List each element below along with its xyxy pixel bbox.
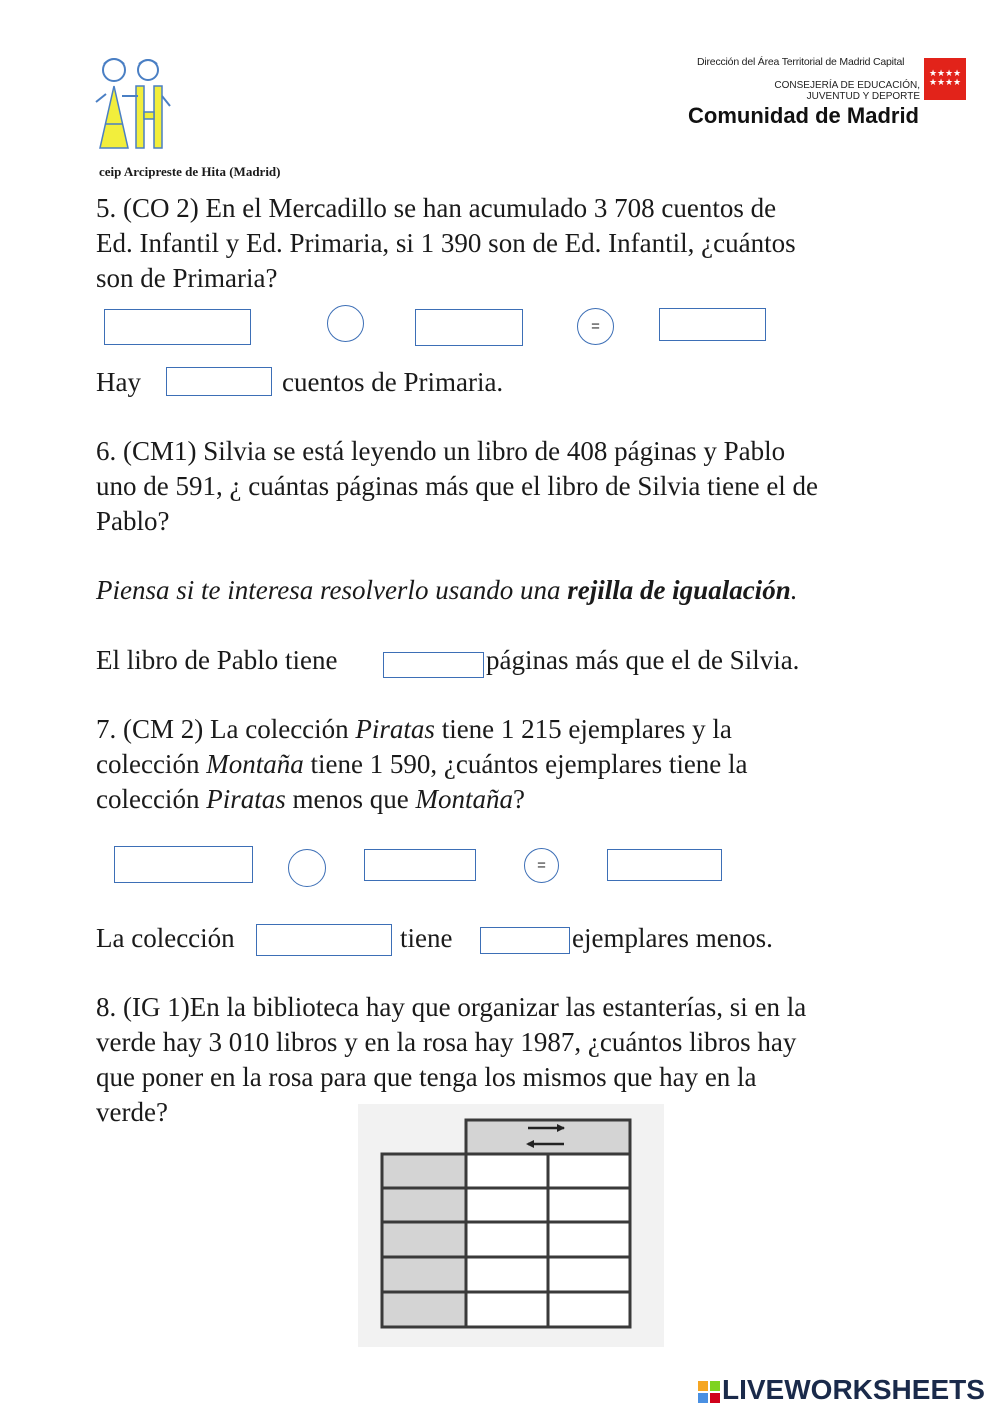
equalization-grid [358, 1104, 664, 1347]
q7-answer-input[interactable] [480, 927, 570, 954]
q6-hint-bold: rejilla de igualación [567, 575, 791, 605]
q7-line-3-e: ? [512, 784, 525, 814]
madrid-consejeria [740, 80, 920, 102]
school-logo-children-icon [92, 54, 172, 154]
q7-line-3-d: Montaña [415, 784, 513, 814]
q7-line-1 [96, 712, 732, 747]
svg-text:★: ★ [928, 69, 938, 79]
q8-line-4: verde? [96, 1097, 168, 1127]
q7-line-2-b: Montaña [206, 749, 304, 779]
q6-hint [96, 573, 797, 608]
q7-line-1-b: Piratas [355, 714, 435, 744]
q7-result-input[interactable] [607, 849, 722, 881]
liveworksheets-brand: LIVEWORKSHEETS [722, 1374, 985, 1405]
q7-operand-1-input[interactable] [114, 846, 253, 883]
q8-line-2: verde hay 3 010 libros y en la rosa hay 1987, ¿cuántos libros hay [96, 1027, 797, 1057]
school-logo [92, 54, 172, 154]
q5-equals-sign: = [577, 308, 614, 345]
q7-line-3 [96, 782, 525, 817]
q5-answer-input[interactable] [166, 367, 272, 396]
q7-line-1-a: 7. (CM 2) La colección [96, 714, 356, 744]
svg-text:★: ★ [952, 69, 962, 79]
equalization-grid-icon [358, 1104, 664, 1347]
q7-answer-middle: tiene [400, 923, 453, 953]
q8-line-1: 8. (IG 1)En la biblioteca hay que organizar las estanterías, si en la [96, 992, 807, 1022]
q5-answer-suffix: cuentos de Primaria. [282, 367, 504, 397]
q6-hint-text: Piensa si te interesa resolverlo usando una [96, 575, 568, 605]
q5-operand-2-input[interactable] [415, 309, 523, 346]
svg-text:★: ★ [936, 78, 946, 88]
madrid-juventud-line: JUVENTUD Y DEPORTE [806, 91, 920, 102]
q7-line-2 [96, 747, 748, 782]
q7-equals-sign: = [524, 848, 559, 883]
q6-line-2: uno de 591, ¿ cuántas páginas más que el libro de Silvia tiene el de [96, 471, 819, 501]
q5-operator-input[interactable] [327, 305, 364, 342]
q6-line-3: Pablo? [96, 506, 170, 536]
q7-line-2-a: colección [96, 749, 207, 779]
liveworksheets-logo-squares-icon [698, 1381, 720, 1403]
madrid-title: Comunidad de Madrid [688, 103, 919, 128]
svg-text:★: ★ [944, 78, 954, 88]
svg-text:★: ★ [944, 69, 954, 79]
q7-line-3-b: Piratas [206, 784, 286, 814]
q8-line-3: que poner en la rosa para que tenga los mismos que hay en la [96, 1062, 757, 1092]
madrid-direction-line: Dirección del Área Territorial de Madrid Capital [697, 56, 905, 68]
liveworksheets-logo-icon [698, 1381, 720, 1403]
svg-text:★: ★ [936, 69, 946, 79]
madrid-stars-icon [924, 58, 966, 100]
q7-line-2-c: tiene 1 590, ¿cuántos ejemplares tiene la [303, 749, 748, 779]
q6-hint-end: . [790, 575, 798, 605]
q7-line-3-c: menos que [285, 784, 416, 814]
q7-answer-prefix: La colección [96, 923, 235, 953]
q7-answer-suffix: ejemplares menos. [572, 923, 773, 953]
svg-text:★: ★ [928, 78, 938, 88]
q5-operand-1-input[interactable] [104, 309, 251, 345]
q6-answer-suffix: páginas más que el de Silvia. [486, 645, 800, 675]
q5-line-2: Ed. Infantil y Ed. Primaria, si 1 390 son de Ed. Infantil, ¿cuántos [96, 228, 796, 258]
q5-answer-prefix: Hay [96, 367, 141, 397]
q5-result-input[interactable] [659, 308, 766, 341]
school-name: ceip Arcipreste de Hita (Madrid) [99, 164, 281, 179]
q7-operator-input[interactable] [288, 849, 326, 887]
q6-line-1: 6. (CM1) Silvia se está leyendo un libro de 408 páginas y Pablo [96, 436, 786, 466]
q6-answer-input[interactable] [383, 652, 484, 678]
q7-collection-input[interactable] [256, 924, 392, 956]
q5-line-3: son de Primaria? [96, 263, 278, 293]
q6-answer-prefix: El libro de Pablo tiene [96, 645, 338, 675]
madrid-flag-icon [924, 58, 966, 100]
madrid-consejeria-line: CONSEJERÍA DE EDUCACIÓN, [774, 80, 920, 91]
svg-text:★: ★ [952, 78, 962, 88]
q7-line-3-a: colección [96, 784, 207, 814]
q7-operand-2-input[interactable] [364, 849, 476, 881]
q5-line-1: 5. (CO 2) En el Mercadillo se han acumulado 3 708 cuentos de [96, 193, 777, 223]
q7-line-1-c: tiene 1 215 ejemplares y la [434, 714, 732, 744]
